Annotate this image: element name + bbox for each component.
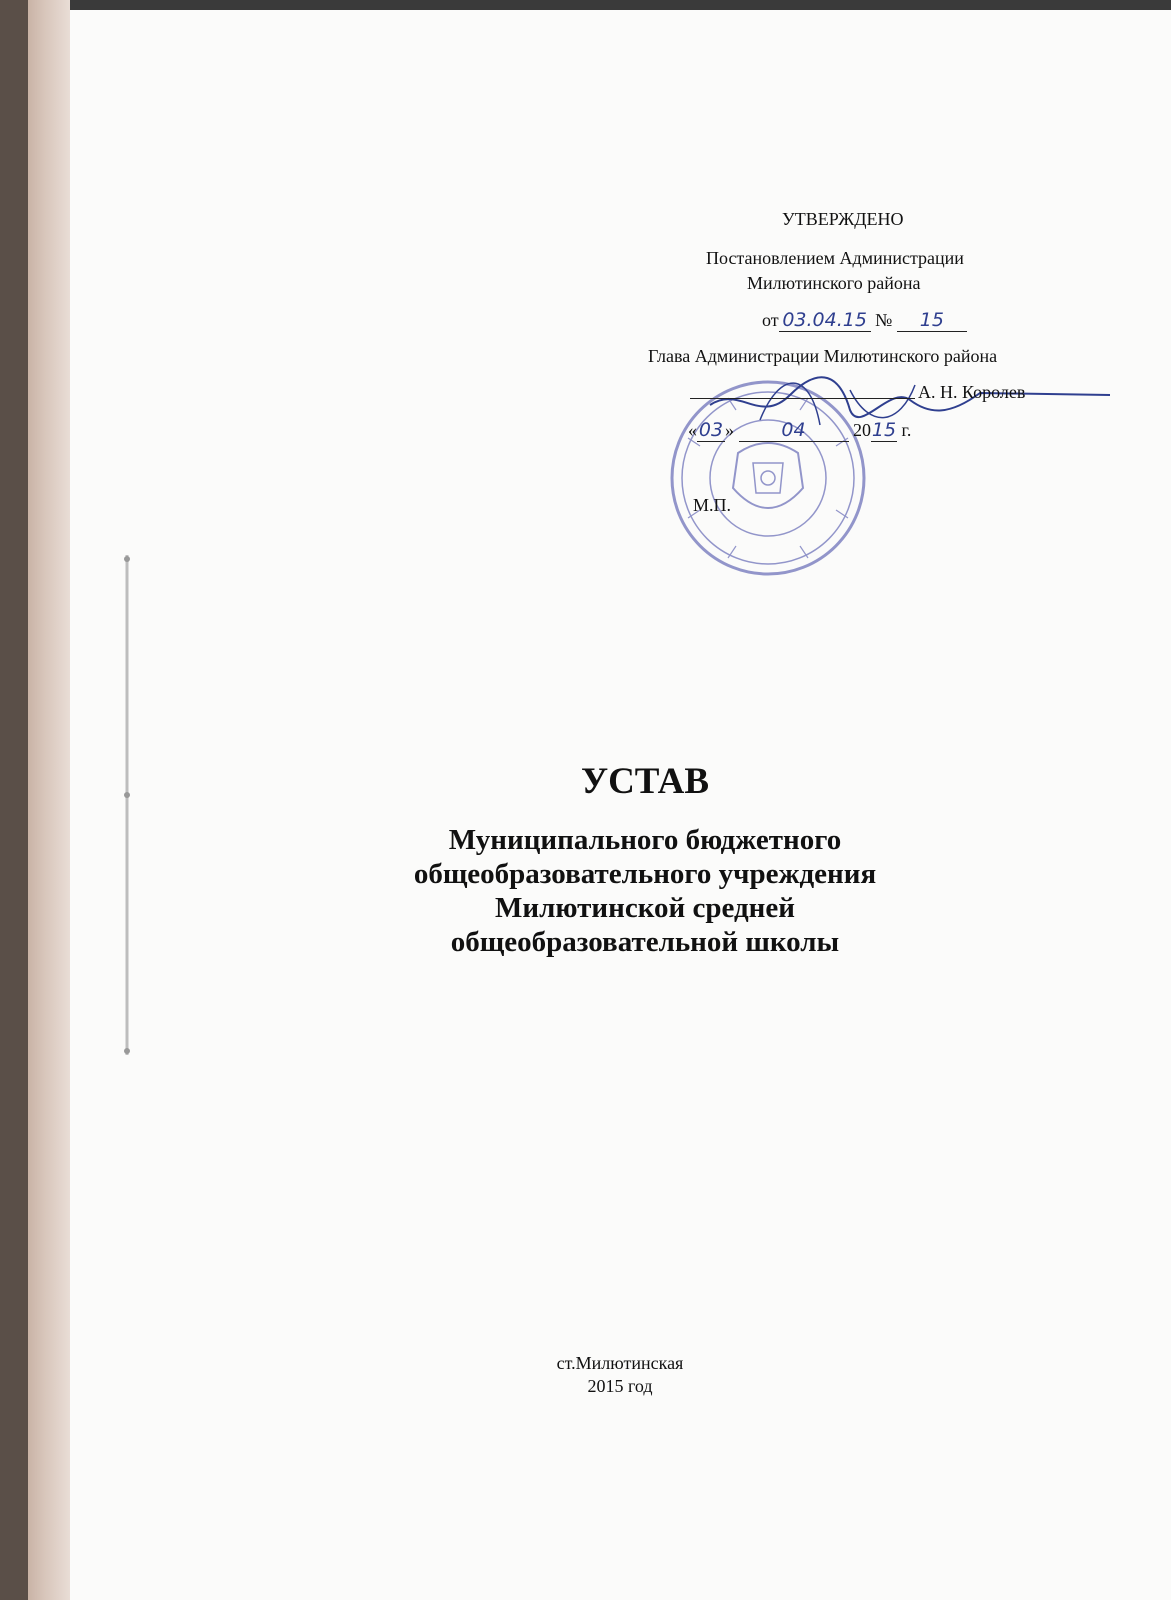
binding-spine	[28, 0, 70, 1600]
approval-line-2: Милютинского района	[747, 273, 921, 293]
sign-year-suffix: 15	[871, 419, 897, 441]
approval-line-1: Постановлением Администрации	[706, 248, 964, 268]
signature-date	[688, 419, 911, 442]
date-quote-open: «	[688, 420, 697, 440]
document-title: УСТАВ	[580, 761, 710, 802]
date-quote-close: »	[725, 420, 734, 440]
date-value: 03.04.15	[779, 309, 871, 332]
head-title: Глава Администрации Милютинского района	[648, 346, 998, 366]
organization-name	[300, 823, 990, 959]
org-line-2: общеобразовательного учреждения	[413, 858, 877, 890]
place-year: 2015 год	[587, 1376, 653, 1396]
scan-top-edge	[0, 0, 1171, 10]
date-prefix: от	[762, 310, 779, 330]
approval-title: УТВЕРЖДЕНО	[782, 209, 904, 229]
sign-year-prefix: 20	[853, 420, 871, 440]
org-line-1: Муниципального бюджетного	[448, 824, 842, 856]
head-name: А. Н. Королев	[918, 382, 1026, 402]
scan-left-edge	[0, 0, 28, 1600]
binding-thread	[122, 555, 132, 1055]
number-value: 15	[897, 309, 967, 332]
sign-month: 04	[739, 419, 849, 442]
number-sign: №	[875, 310, 893, 330]
signature-line	[690, 398, 915, 399]
org-line-3: Милютинской средней	[495, 892, 795, 924]
seal-mark: М.П.	[693, 495, 732, 515]
sign-day: 03	[698, 419, 724, 441]
approval-date-number	[762, 309, 967, 332]
org-line-4: общеобразовательной школы	[450, 926, 840, 958]
sign-year-unit: г.	[901, 420, 912, 440]
place-city: ст.Милютинская	[556, 1353, 684, 1373]
